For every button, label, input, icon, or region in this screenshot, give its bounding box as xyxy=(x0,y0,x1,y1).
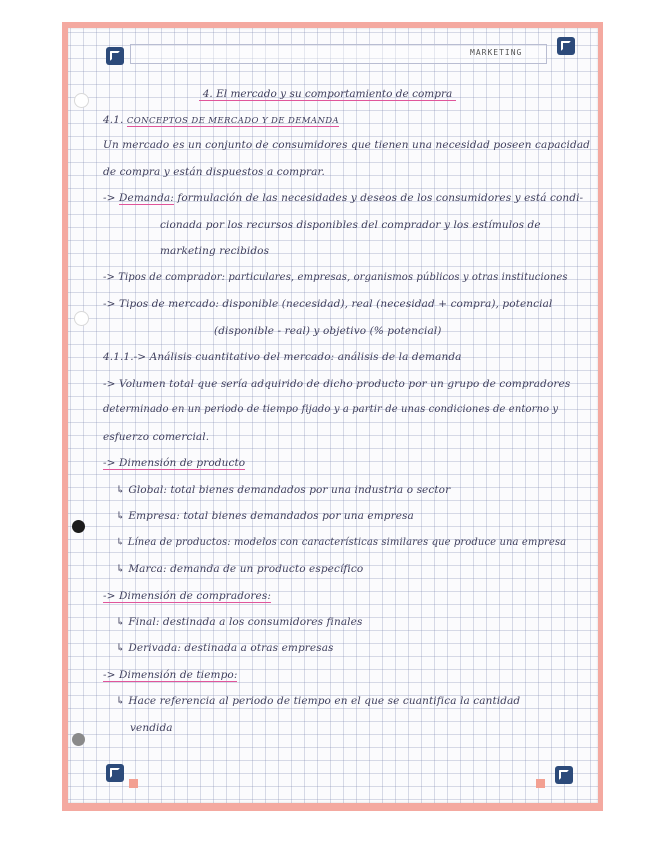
binder-hole-punched xyxy=(72,520,85,533)
term-highlight: -> Dimensión de compradores: xyxy=(103,590,271,602)
text-line: ↳ Marca: demanda de un producto específico xyxy=(116,563,364,575)
text-line: determinado en un periodo de tiempo fijado y a partir de unas condiciones de entorno y xyxy=(103,404,559,415)
corner-logo-icon xyxy=(106,764,124,782)
text-line: ↳ Línea de productos: modelos con características similares que produce una empresa xyxy=(116,537,567,548)
text-line: ↳ Empresa: total bienes demandados por una empresa xyxy=(116,510,414,522)
section-number: 4.1. xyxy=(103,114,124,126)
binder-hole-middle xyxy=(74,311,89,326)
corner-logo-icon xyxy=(555,766,573,784)
text-line xyxy=(103,669,237,681)
text-line: ↳ Hace referencia al periodo de tiempo en el que se cuantifica la cantidad xyxy=(116,695,521,707)
text-line: -> Tipos de comprador: particulares, empresas, organismos públicos y otras instituciones xyxy=(103,272,568,283)
header-subject: MARKETING xyxy=(470,48,523,57)
text-line: cionada por los recursos disponibles del comprador y los estímulos de xyxy=(160,219,541,231)
text-line: Un mercado es un conjunto de consumidores que tienen una necesidad poseen capacidad xyxy=(103,139,590,151)
text-line: ↳ Final: destinada a los consumidores finales xyxy=(116,616,363,628)
text-line: ↳ Derivada: destinada a otras empresas xyxy=(116,642,334,654)
term-highlight: Demanda: xyxy=(118,192,174,204)
text-line: -> Volumen total que sería adquirido de dicho producto por un grupo de compradores xyxy=(103,378,571,390)
text-line: de compra y están dispuestos a comprar. xyxy=(103,166,325,178)
corner-pink-square xyxy=(129,779,138,788)
text-line: (disponible - real) y objetivo (% potencial) xyxy=(214,325,442,337)
subsection-heading: 4.1.1.-> Análisis cuantitativo del mercado: análisis de la demanda xyxy=(103,351,462,363)
corner-logo-icon xyxy=(557,37,575,55)
text-line: vendida xyxy=(130,722,173,734)
page-title-text: 4. El mercado y su comportamiento de compra xyxy=(199,88,457,101)
text-line xyxy=(103,590,271,602)
corner-logo-icon xyxy=(106,47,124,65)
term-highlight: -> Dimensión de producto xyxy=(103,457,246,469)
text-line xyxy=(103,192,583,204)
arrow-marker: -> xyxy=(103,192,119,204)
text-line xyxy=(103,457,245,469)
text-line: marketing recibidos xyxy=(160,245,270,257)
page-title xyxy=(0,88,655,100)
text-line: ↳ Global: total bienes demandados por una industria o sector xyxy=(116,484,451,496)
binder-hole-bottom xyxy=(72,733,85,746)
text-line: -> Tipos de mercado: disponible (necesidad), real (necesidad + compra), potencial xyxy=(103,298,553,310)
section-heading-text: CONCEPTOS DE MERCADO Y DE DEMANDA xyxy=(126,116,340,126)
term-highlight: -> Dimensión de tiempo: xyxy=(103,669,238,681)
text-span: formulación de las necesidades y deseos de los consumidores y está condi- xyxy=(173,192,584,204)
section-heading xyxy=(103,114,339,126)
corner-pink-square xyxy=(536,779,545,788)
text-line: esfuerzo comercial. xyxy=(103,431,210,443)
